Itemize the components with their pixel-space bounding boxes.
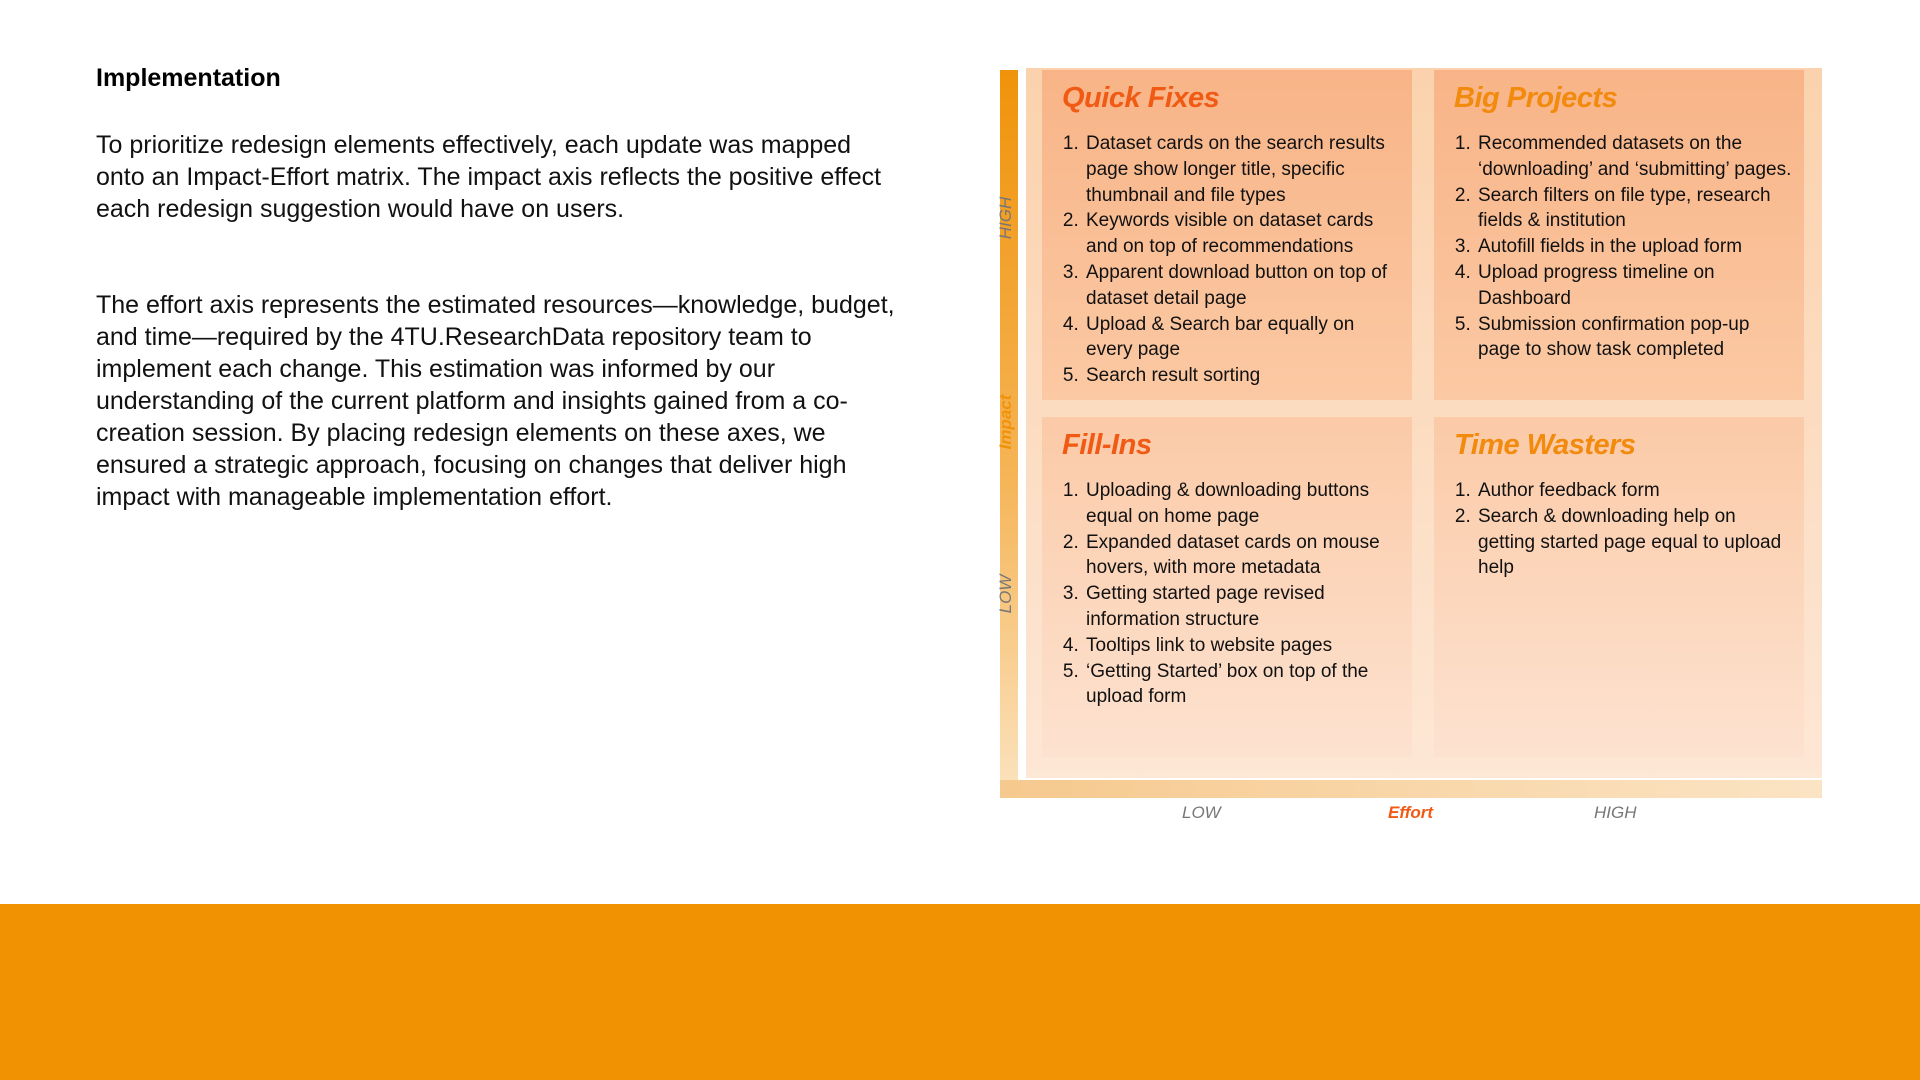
quadrant-title: Quick Fixes — [1062, 82, 1220, 114]
list-item: 1. Dataset cards on the search results page show longer title, specific thumbnail and file types — [1084, 131, 1402, 208]
quadrant-list — [1062, 478, 1402, 710]
quadrant-quick-fixes — [1042, 70, 1412, 400]
quadrant-title: Big Projects — [1454, 82, 1618, 114]
impact-low-label: LOW — [996, 574, 1015, 614]
quadrant-title: Time Wasters — [1454, 429, 1636, 461]
quadrant-list — [1062, 131, 1402, 389]
quadrant-time-wasters — [1434, 417, 1804, 757]
list-item: 4. Upload progress timeline on Dashboard — [1476, 260, 1794, 312]
list-item: 4. Tooltips link to website pages — [1084, 633, 1402, 659]
impact-effort-matrix — [990, 60, 1830, 840]
quadrant-list — [1454, 478, 1794, 581]
effort-axis-title: Effort — [1388, 803, 1434, 822]
section-heading: Implementation — [96, 64, 281, 92]
intro-paragraph: To prioritize redesign elements effectively, each update was mapped onto an Impact-Effort matrix. The impact axis reflects the positive effect each redesign suggestion would have on users. — [96, 131, 882, 223]
list-item: 2. Search filters on file type, research fields & institution — [1476, 183, 1794, 235]
quadrant-fill-ins — [1042, 417, 1412, 757]
impact-high-label: HIGH — [996, 196, 1015, 240]
quadrant-list — [1454, 131, 1794, 363]
footer-band — [0, 904, 1920, 1080]
list-item: 2. Expanded dataset cards on mouse hovers, with more metadata — [1084, 530, 1402, 582]
quadrant-big-projects — [1434, 70, 1804, 400]
list-item: 5. Search result sorting — [1084, 363, 1402, 389]
list-item: 1. Uploading & downloading buttons equal on home page — [1084, 478, 1402, 530]
list-item: 1. Author feedback form — [1476, 478, 1794, 504]
list-item: 1. Recommended datasets on the ‘downloading’ and ‘submitting’ pages. — [1476, 131, 1794, 183]
impact-axis-title: Impact — [996, 394, 1015, 450]
quadrant-title: Fill-Ins — [1062, 429, 1152, 461]
effort-high-label: HIGH — [1594, 803, 1637, 822]
list-item: 5. ‘Getting Started’ box on top of the upload form — [1084, 659, 1402, 711]
list-item: 4. Upload & Search bar equally on every page — [1084, 312, 1402, 364]
list-item: 2. Keywords visible on dataset cards and on top of recommendations — [1084, 208, 1402, 260]
list-item: 5. Submission confirmation pop-up page to show task completed — [1476, 312, 1794, 364]
list-item: 2. Search & downloading help on getting started page equal to upload help — [1476, 504, 1794, 581]
list-item: 3. Autofill fields in the upload form — [1476, 234, 1794, 260]
effort-low-label: LOW — [1182, 803, 1221, 822]
effort-axis-bar — [1000, 780, 1822, 798]
list-item: 3. Getting started page revised information structure — [1084, 581, 1402, 633]
list-item: 3. Apparent download button on top of dataset detail page — [1084, 260, 1402, 312]
effort-paragraph: The effort axis represents the estimated resources—knowledge, budget, and time—required by the 4TU.ResearchData repository team to implement each change. This estimation was informed by our understanding of the current platform and insights gained from a co-creation session. By placing redesign elements on these axes, we ensured a strategic approach, focusing on changes that deliver high impact with manageable implementation effort. — [96, 291, 895, 511]
